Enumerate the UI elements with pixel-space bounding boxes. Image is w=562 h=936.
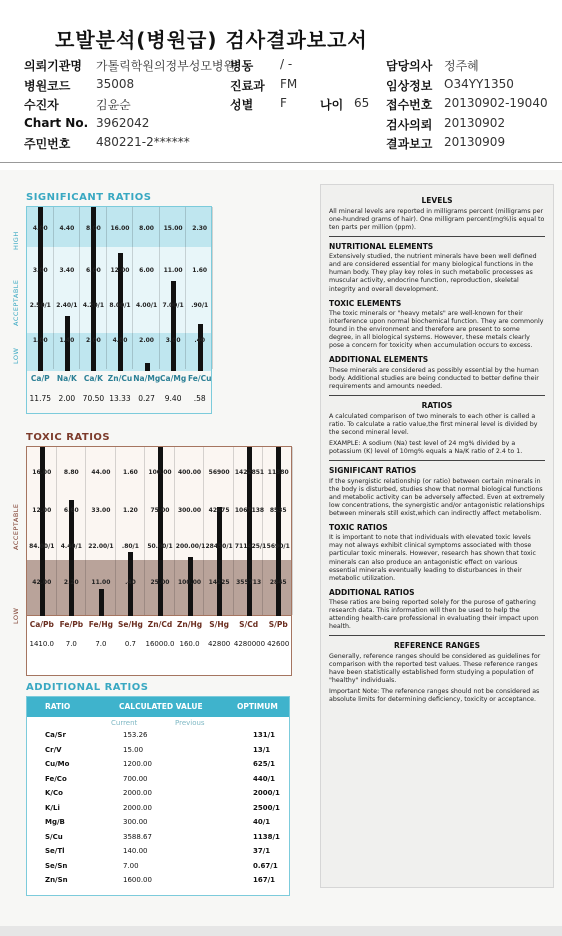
significant-tick-label: 15.00 xyxy=(163,225,183,232)
toxic-category-label: Zn/Cd xyxy=(147,620,173,629)
axis-label-high: HIGH xyxy=(12,231,20,250)
significant-tick-label: 12.00 xyxy=(110,267,130,274)
label-sex: 성별 xyxy=(230,98,254,112)
additional-optimum: 625/1 xyxy=(253,760,276,768)
additional-ratios-heading: ADDITIONAL RATIOS xyxy=(329,587,415,597)
toxic-tick-label: 56900 xyxy=(208,469,230,476)
additional-current: 3588.67 xyxy=(123,832,152,841)
label-chart-no: Chart No. xyxy=(24,115,89,130)
additional-ratio: Mg/B xyxy=(45,818,65,826)
toxic-value: 4280000 xyxy=(233,640,266,648)
additional-ratio: Fe/Co xyxy=(45,774,67,783)
additional-optimum: 13/1 xyxy=(253,745,271,754)
toxic-ratios-heading: TOXIC RATIOS xyxy=(329,522,388,532)
column-divider xyxy=(174,447,175,615)
additional-row xyxy=(27,862,289,875)
significant-tick-label: 8.00 xyxy=(139,225,154,232)
significant-tick-label: 8.00/1 xyxy=(109,302,131,309)
significant-tick-label: 1.40 xyxy=(59,337,75,344)
additional-ratio: Zn/Sn xyxy=(45,876,68,884)
toxic-category-label: Se/Hg xyxy=(117,620,143,629)
significant-value: 70.50 xyxy=(82,394,105,403)
header-ratio: RATIO xyxy=(45,702,71,711)
additional-ratios-table xyxy=(26,696,290,896)
reference-ranges-heading: REFERENCE RANGES xyxy=(393,641,481,651)
toxic-tick-label: 16.00 xyxy=(32,469,52,476)
value-patient: 김윤순 xyxy=(96,98,131,112)
rule-1 xyxy=(329,236,545,237)
toxic-value: 160.0 xyxy=(179,640,200,648)
axis-label-low: LOW xyxy=(12,347,20,364)
significant-value: 2.00 xyxy=(58,394,76,403)
additional-row xyxy=(27,760,289,773)
toxic-tick-label: .40 xyxy=(125,579,136,586)
significant-tick-label: 2.00 xyxy=(139,337,154,344)
value-age: 65 xyxy=(354,96,370,110)
header-optimum: OPTIMUM xyxy=(237,702,278,711)
subheader-previous: Previous xyxy=(175,719,205,727)
value-sex: F xyxy=(280,96,287,110)
additional-optimum: 131/1 xyxy=(253,731,276,739)
toxic-tick-label: 14225 xyxy=(208,579,230,586)
toxic-category-label: S/Hg xyxy=(209,620,229,629)
significant-tick-label: 4.20/1 xyxy=(82,302,104,309)
toxic-tick-label: 42.00 xyxy=(32,579,52,586)
additional-ratio: Se/Sn xyxy=(45,861,68,870)
label-patient: 수진자 xyxy=(24,98,59,112)
toxic-tick-label: 25.00 xyxy=(150,579,170,586)
significant-tick-label: 11.00 xyxy=(163,267,183,274)
significant-tick-label: 2.40/1 xyxy=(56,302,78,309)
value-doctor: 정주혜 xyxy=(444,59,479,73)
toxic-category-label: S/Pb xyxy=(268,620,288,629)
toxic-category-label: Ca/Pb xyxy=(29,620,54,629)
toxic-value: 42600 xyxy=(267,640,290,648)
important-note-text: Important Note: The reference ranges should not be considered as absolute limits for determining deficiency, toxicity or acceptance. xyxy=(329,688,540,704)
column-divider xyxy=(159,207,160,369)
additional-current: 153.26 xyxy=(123,731,148,739)
additional-current: 1600.00 xyxy=(123,876,152,884)
additional-ratios-section xyxy=(0,680,300,900)
significant-tick-label: 3.00 xyxy=(32,267,48,274)
value-requesting-org: 가톨릭학원의정부성모병원 xyxy=(96,59,236,73)
label-doctor: 담당의사 xyxy=(386,59,433,73)
column-divider xyxy=(132,207,133,369)
toxic-tick-label: 400.00 xyxy=(177,469,202,476)
toxic-bar-s-hg xyxy=(217,507,222,617)
column-divider xyxy=(56,447,57,615)
label-department: 진료과 xyxy=(230,78,265,93)
toxic-bar-zn-hg xyxy=(188,557,193,617)
label-result-report: 결과보고 xyxy=(386,137,433,151)
significant-ratios-plot xyxy=(26,206,212,370)
toxic-value: 16000.0 xyxy=(145,640,175,648)
column-divider xyxy=(203,447,204,615)
value-test-request: 20130902 xyxy=(444,115,506,130)
additional-current: 1200.00 xyxy=(123,760,152,768)
toxic-tick-label: 5690/1 xyxy=(266,543,290,550)
levels-heading: LEVELS xyxy=(421,196,453,205)
toxic-values-table xyxy=(26,616,292,676)
interpretation-guide-panel xyxy=(320,184,554,888)
ratios-heading: RATIOS xyxy=(421,401,453,411)
toxic-value: 0.7 xyxy=(124,640,136,648)
toxic-value: 7.0 xyxy=(95,640,107,648)
header-row-4 xyxy=(24,116,554,136)
label-receipt-no: 접수번호 xyxy=(386,98,433,112)
significant-values-table xyxy=(26,370,212,414)
nutritional-heading: NUTRITIONAL ELEMENTS xyxy=(329,241,434,251)
value-resident-no: 480221-2****** xyxy=(96,135,190,149)
additional-ratios-text: These ratios are being reported solely for the purose of gathering research data. This information will then be used to help the attending health-care professional in evaluating their impact upon health. xyxy=(329,599,539,631)
toxic-category-label: Fe/Pb xyxy=(59,620,84,629)
significant-tick-label: 16.00 xyxy=(110,225,130,232)
header-row-1 xyxy=(24,57,554,77)
toxic-elements-heading: TOXIC ELEMENTS xyxy=(329,298,402,308)
value-receipt-no: 20130902-19040 xyxy=(444,96,548,110)
toxic-value: 1410.0 xyxy=(29,640,55,648)
significant-tick-label: .90/1 xyxy=(191,302,209,309)
toxic-ratios-plot xyxy=(26,446,292,616)
significant-ratios-title: SIGNIFICANT RATIOS xyxy=(26,192,152,203)
toxic-tick-label: 22.00/1 xyxy=(88,543,114,550)
significant-bar-ca-mg xyxy=(171,281,176,371)
rule-4 xyxy=(329,635,545,636)
label-ward: 병동 xyxy=(230,59,254,73)
column-divider xyxy=(53,207,54,369)
toxic-tick-label: 1067138 xyxy=(234,507,265,514)
label-clinical-info: 임상정보 xyxy=(386,78,433,93)
toxic-category-label: Zn/Hg xyxy=(176,620,203,629)
toxic-tick-label: 4.40/1 xyxy=(60,543,82,550)
toxic-tick-label: 2845 xyxy=(269,579,287,586)
significant-ratios-chart xyxy=(0,192,212,416)
value-clinical-info: O34YY1350 xyxy=(444,76,514,91)
additional-ratio: Cu/Mo xyxy=(45,760,70,768)
significant-tick-label: 4.40 xyxy=(59,225,75,232)
additional-optimum: 2000/1 xyxy=(253,789,280,797)
axis-label-low-toxic: LOW xyxy=(12,607,20,624)
additional-ratio: Ca/Sr xyxy=(45,731,66,739)
additional-current: 2000.00 xyxy=(123,789,152,797)
column-divider xyxy=(106,207,107,369)
additional-optimum: 37/1 xyxy=(253,847,271,855)
label-hospital-code: 병원코드 xyxy=(24,78,71,93)
additional-current: 300.00 xyxy=(123,818,148,826)
toxic-tick-label: 28450/1 xyxy=(205,543,233,550)
toxic-tick-label: 84.00/1 xyxy=(29,543,55,550)
rule-3 xyxy=(329,460,545,461)
significant-tick-label: 6.00 xyxy=(139,267,154,274)
toxic-tick-label: .80/1 xyxy=(121,543,139,550)
toxic-tick-label: 44.00 xyxy=(91,469,111,476)
label-resident-no: 주민번호 xyxy=(24,137,71,151)
toxic-value: 42800 xyxy=(207,640,231,648)
toxic-category-label: Fe/Hg xyxy=(88,620,114,629)
significant-category-label: Zn/Cu xyxy=(107,374,133,383)
additional-current: 140.00 xyxy=(123,847,148,855)
significant-value: 13.33 xyxy=(109,394,131,403)
significant-value: 9.40 xyxy=(164,394,182,403)
toxic-tick-label: 1.20 xyxy=(123,507,138,514)
toxic-tick-label: 200.00/1 xyxy=(175,543,206,550)
toxic-ratios-chart xyxy=(0,432,300,680)
toxic-tick-label: 2.20 xyxy=(63,579,79,586)
significant-category-label: Ca/K xyxy=(83,374,103,383)
label-age: 나이 xyxy=(320,98,344,112)
toxic-value: 7.0 xyxy=(65,640,77,648)
toxic-tick-label: 300.00 xyxy=(177,507,202,514)
header-row-5 xyxy=(24,135,554,155)
significant-value: .58 xyxy=(193,394,206,403)
additional-row xyxy=(27,731,289,744)
additional-ratios-title: ADDITIONAL RATIOS xyxy=(26,682,149,693)
additional-ratio: Se/Tl xyxy=(45,847,65,855)
additional-current: 700.00 xyxy=(123,774,148,783)
significant-tick-label: 4.00 xyxy=(32,225,48,232)
column-divider xyxy=(85,447,86,615)
toxic-ratios-text: It is important to note that individuals with elevated toxic levels may not always exhibit clinical symptoms associated with those particular toxic minerals. However, research has shown that toxic minerals can also produce an antagonistic effect on various essential minerals eventually leading to disturbances in their metabolic utilization. xyxy=(329,534,536,582)
value-chart-no: 3962042 xyxy=(96,115,150,130)
column-divider xyxy=(144,447,145,615)
toxic-tick-label: 6.60 xyxy=(63,507,79,514)
additional-row xyxy=(27,818,289,831)
additional-current: 7.00 xyxy=(123,861,139,870)
additional-elements-text: These minerals are considered as possibly essential by the human body. Additional studies are being conducted to better define their requirements and amounts needed. xyxy=(329,366,539,391)
header-calculated-value: CALCULATED VALUE xyxy=(119,702,203,711)
toxic-tick-label: 75.00 xyxy=(150,507,170,514)
value-result-report: 20130909 xyxy=(444,135,506,149)
additional-elements-heading: ADDITIONAL ELEMENTS xyxy=(329,355,429,365)
toxic-ratios-title: TOXIC RATIOS xyxy=(26,432,111,443)
additional-row xyxy=(27,804,289,817)
bottom-scan-edge xyxy=(0,926,562,936)
label-test-request: 검사의뢰 xyxy=(386,117,433,132)
significant-category-label: Na/K xyxy=(56,374,77,383)
additional-row xyxy=(27,833,289,846)
toxic-tick-label: 711425/1 xyxy=(234,543,267,550)
significant-tick-label: 3.40 xyxy=(59,267,75,274)
additional-ratio: S/Cu xyxy=(45,832,63,841)
column-divider xyxy=(212,207,213,369)
additional-current: 15.00 xyxy=(123,745,144,754)
additional-row xyxy=(27,775,289,788)
subheader-current: Current xyxy=(111,719,138,727)
additional-optimum: 167/1 xyxy=(253,876,276,884)
significant-ratios-heading: SIGNIFICANT RATIOS xyxy=(329,465,417,475)
axis-label-acceptable-toxic: ACCEPTABLE xyxy=(12,503,20,550)
additional-row xyxy=(27,746,289,759)
column-divider xyxy=(292,447,293,615)
value-ward: / - xyxy=(280,57,293,71)
significant-tick-label: 2.00 xyxy=(86,337,101,344)
rule-2 xyxy=(329,395,545,396)
nutritional-text: Extensively studied, the nutrient minerals have been well defined and are considered essential for many biological functions in the human body. They play key roles in such metabolic processes as muscular activity, endocrine function, reproduction, skeletal integrity and overall development. xyxy=(329,253,537,293)
significant-tick-label: 3.00 xyxy=(165,337,181,344)
additional-row xyxy=(27,847,289,860)
toxic-elements-text: The toxic minerals or "heavy metals" are well-known for their interference upon normal biochemical function. They are commonly found in the environment and therefore are present to some degree, in all biological systems. However, these metals clearly pose a concern for toxicity when accumulation occurs to excess. xyxy=(329,310,544,350)
axis-label-acceptable: ACCEPTABLE xyxy=(12,279,20,326)
additional-ratio: K/Li xyxy=(45,803,60,812)
header-row-2 xyxy=(24,77,554,97)
toxic-tick-label: 355713 xyxy=(236,579,262,586)
significant-category-label: Fe/Cu xyxy=(187,374,212,383)
levels-text: All mineral levels are reported in milligrams percent (milligrams per one-hundred grams of hair). One milligram percent(mg%)is equal to ten parts per million (ppm). xyxy=(329,207,545,231)
toxic-tick-label: 100.00 xyxy=(177,579,202,586)
column-divider xyxy=(115,447,116,615)
additional-ratio: Cr/V xyxy=(45,745,62,754)
column-divider xyxy=(79,207,80,369)
additional-optimum: 0.67/1 xyxy=(253,861,278,870)
significant-tick-label: .40 xyxy=(194,337,206,344)
toxic-tick-label: 8.80 xyxy=(63,469,79,476)
report-title: 모발분석(병원급) 검사결과보고서 xyxy=(55,28,368,52)
toxic-tick-label: 50.00/1 xyxy=(147,543,173,550)
toxic-tick-label: 100.00 xyxy=(148,469,172,476)
toxic-tick-label: 11380 xyxy=(267,469,289,476)
toxic-tick-label: 42675 xyxy=(208,507,230,514)
ratios-text: A calculated comparison of two minerals to each other is called a ratio. To calculate a ratio value,the first mineral level is divided by the second mineral level. xyxy=(329,412,538,436)
significant-tick-label: 4.00 xyxy=(112,337,128,344)
significant-value: 11.75 xyxy=(29,394,52,403)
toxic-category-label: S/Cd xyxy=(239,620,259,629)
significant-tick-label: 2.30 xyxy=(192,225,208,232)
reference-ranges-text: Generally, reference ranges should be considered as guidelines for comparison with the reported test values. These reference ranges have been statistically established form studying a population of "healthy" individuals. xyxy=(329,653,541,685)
toxic-tick-label: 1.60 xyxy=(123,469,138,476)
toxic-tick-label: 1422851 xyxy=(234,469,265,476)
significant-tick-label: 7.00/1 xyxy=(162,302,184,309)
additional-optimum: 440/1 xyxy=(253,774,276,783)
additional-optimum: 40/1 xyxy=(253,818,271,826)
value-department: FM xyxy=(280,76,298,91)
additional-current: 2000.00 xyxy=(123,803,152,812)
additional-row xyxy=(27,876,289,889)
additional-row xyxy=(27,789,289,802)
header-row-3 xyxy=(24,96,554,116)
additional-optimum: 1138/1 xyxy=(253,832,280,841)
significant-category-label: Na/Mg xyxy=(133,374,161,383)
label-requesting-org: 의뢰기관명 xyxy=(24,59,82,73)
significant-tick-label: 8.00 xyxy=(86,225,101,232)
patient-header xyxy=(24,57,554,155)
toxic-tick-label: 11.00 xyxy=(91,579,111,586)
significant-tick-label: 1.00 xyxy=(32,337,48,344)
toxic-tick-label: 12.00 xyxy=(32,507,52,514)
toxic-bar-fe-hg xyxy=(99,589,104,617)
significant-tick-label: 6.00 xyxy=(86,267,101,274)
significant-value: 0.27 xyxy=(138,394,155,403)
significant-category-label: Ca/Mg xyxy=(160,374,187,383)
additional-ratio: K/Co xyxy=(45,789,63,797)
additional-optimum: 2500/1 xyxy=(253,803,280,812)
significant-category-label: Ca/P xyxy=(30,374,50,383)
significant-tick-label: 4.00/1 xyxy=(135,302,158,309)
significant-ratios-text: If the synergistic relationship (or ratio) between certain minerals in the body is disturbed, studies show that normal biological functions and metabolic activity can be adversely affected. Even at extremely low concentrations, the synergistic and/or antagonistic relationships between minerals still exist,which can indirectly affect metabolism. xyxy=(329,477,545,517)
significant-bar-fe-cu xyxy=(198,324,203,371)
toxic-tick-label: 33.00 xyxy=(91,507,111,514)
significant-tick-label: 2.50/1 xyxy=(29,302,51,309)
additional-table-header xyxy=(27,697,289,717)
ratios-example: EXAMPLE: A sodium (Na) test level of 24 mg% divided by a potassium (K) level of 10mg% equals a Na/K ratio of 2.4 to 1. xyxy=(329,439,523,455)
significant-tick-label: 1.60 xyxy=(192,267,208,274)
column-divider xyxy=(185,207,186,369)
toxic-bar-fe-pb xyxy=(69,500,74,617)
header-divider xyxy=(0,162,562,163)
column-divider xyxy=(233,447,234,615)
value-hospital-code: 35008 xyxy=(96,76,135,91)
toxic-tick-label: 8535 xyxy=(269,507,287,514)
